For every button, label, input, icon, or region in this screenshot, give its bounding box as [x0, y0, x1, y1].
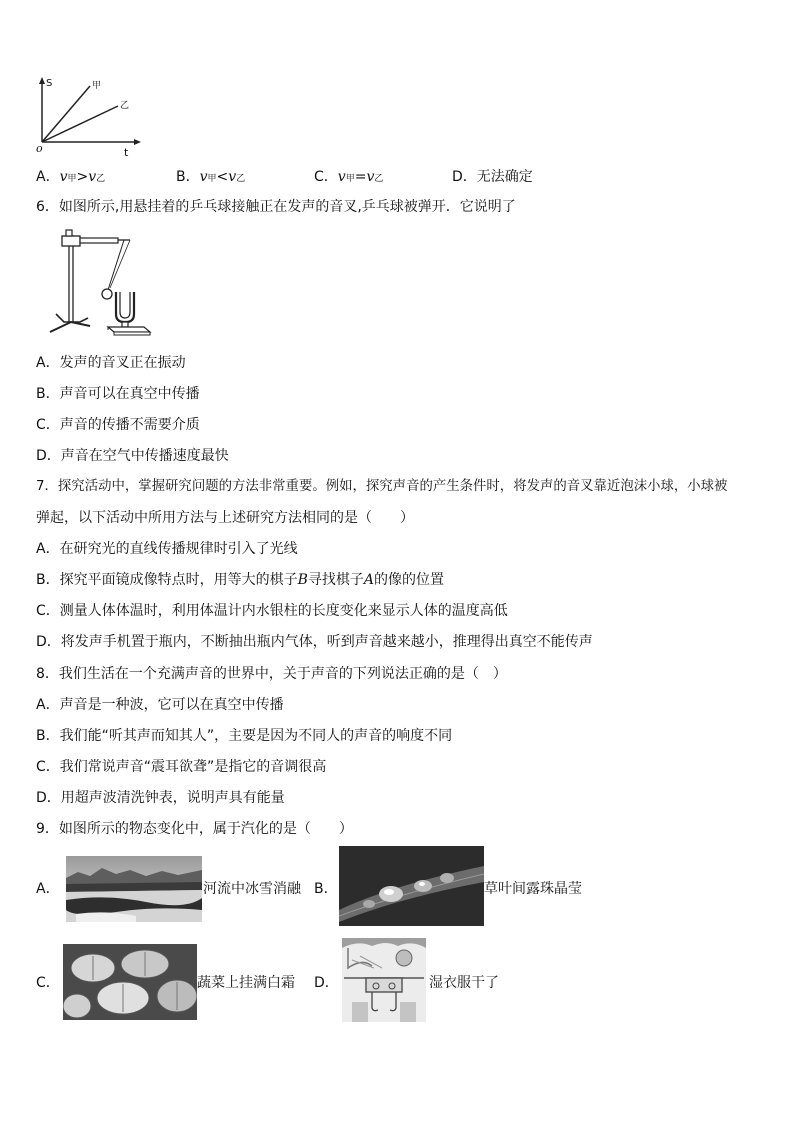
q9-stem: 9．如图所示的物态变化中，属于汽化的是（ ） [36, 821, 353, 837]
subscript: 乙 [374, 174, 384, 184]
q9-option-d-caption: 湿衣服干了 [429, 975, 499, 991]
subscript: 甲 [207, 174, 217, 184]
q9-option-b-label[interactable]: B． [314, 881, 338, 897]
y-axis-label: S [46, 78, 53, 89]
v-symbol: v [59, 169, 68, 185]
piece-b-label: B [297, 572, 308, 588]
v-symbol: v [88, 169, 97, 185]
x-axis-arrow [134, 139, 141, 145]
q7-option-d[interactable]: D．将发声手机置于瓶内，不断抽出瓶内气体，听到声音越来越小，推理得出真空不能传声 [36, 634, 593, 650]
q5-option-c[interactable] [314, 166, 383, 186]
q7-option-b[interactable] [36, 571, 444, 589]
frost-leaves-svg [63, 944, 197, 1020]
v-symbol: v [228, 169, 237, 185]
operator: > [76, 169, 89, 185]
q7-option-c[interactable]: C．测量人体体温时，利用体温计内水银柱的长度变化来显示人体的温度高低 [36, 603, 508, 619]
river-ice-photo [66, 856, 202, 922]
origin-label: o [36, 142, 43, 155]
q9-option-a-caption: 河流中冰雪消融 [203, 881, 301, 897]
tuning-fork-svg [42, 226, 154, 336]
frost-leaves-photo [63, 944, 197, 1020]
line-yi-label: 乙 [120, 101, 130, 111]
q9-option-d-label[interactable]: D． [314, 975, 339, 991]
q9-option-c-label[interactable]: C． [36, 975, 60, 991]
subscript: 甲 [345, 174, 355, 184]
q8-option-b[interactable]: B．我们能“听其声而知其人”，主要是因为不同人的声音的响度不同 [36, 728, 453, 744]
q7-option-a[interactable]: A．在研究光的直线传播规律时引入了光线 [36, 541, 298, 557]
q6-option-a[interactable]: A．发声的音叉正在振动 [36, 355, 186, 371]
q6-stem: 6．如图所示,用悬挂着的乒乓球接触正在发声的音叉,乒乓球被弹开．它说明了 [36, 199, 516, 215]
q6-option-d[interactable]: D．声音在空气中传播速度最快 [36, 448, 229, 464]
dew-drops-photo [339, 846, 484, 926]
operator: < [216, 169, 229, 185]
operator: = [354, 169, 367, 185]
st-graph [28, 76, 148, 162]
q5-option-c-prefix: C． [314, 169, 338, 185]
q6-option-c[interactable]: C．声音的传播不需要介质 [36, 417, 200, 433]
q9-option-a-label[interactable]: A． [36, 881, 60, 897]
q6-option-b[interactable]: B．声音可以在真空中传播 [36, 386, 200, 402]
v-symbol: v [199, 169, 208, 185]
q5-option-a[interactable] [36, 166, 105, 186]
q8-option-c[interactable]: C．我们常说声音“震耳欲聋”是指它的音调很高 [36, 759, 327, 775]
q8-option-d[interactable]: D．用超声波清洗钟表，说明声具有能量 [36, 790, 285, 806]
tuning-fork-figure [42, 226, 154, 336]
q5-option-a-prefix: A． [36, 169, 60, 185]
piece-a-label: A [363, 572, 375, 588]
subscript: 乙 [236, 174, 246, 184]
drying-clothes-picture [342, 938, 426, 1022]
drying-clothes-svg [342, 938, 426, 1022]
y-axis-arrow [39, 77, 45, 84]
river-ice-svg [66, 856, 202, 922]
q7-option-b-text: B．探究平面镜成像特点时，用等大的棋子 [36, 572, 298, 588]
q7-stem-line2: 弹起，以下活动中所用方法与上述研究方法相同的是（ ） [36, 510, 414, 526]
dew-drops-svg [339, 846, 484, 926]
line-jia [42, 86, 90, 142]
q5-option-d[interactable]: D．无法确定 [452, 169, 533, 185]
v-symbol: v [366, 169, 375, 185]
subscript: 乙 [96, 174, 106, 184]
q7-option-b-text: 寻找棋子 [307, 572, 364, 588]
q7-stem-line1: 7．探究活动中，掌握研究问题的方法非常重要。例如，探究声音的产生条件时，将发声的音叉靠近泡沫小球，小球被 [36, 479, 728, 494]
q5-option-b[interactable] [176, 166, 245, 186]
v-symbol: v [337, 169, 346, 185]
line-jia-label: 甲 [92, 81, 102, 91]
subscript: 甲 [67, 174, 77, 184]
x-axis-label: t [124, 146, 129, 159]
q8-stem: 8．我们生活在一个充满声音的世界中，关于声音的下列说法正确的是（ ） [36, 666, 507, 682]
q5-option-b-prefix: B． [176, 169, 200, 185]
q8-option-a[interactable]: A．声音是一种波，它可以在真空中传播 [36, 697, 284, 713]
q7-option-b-text: 的像的位置 [374, 572, 445, 588]
line-yi [42, 106, 118, 142]
q9-option-b-caption: 草叶间露珠晶莹 [484, 881, 582, 897]
q9-option-c-caption: 蔬菜上挂满白霜 [197, 975, 295, 991]
